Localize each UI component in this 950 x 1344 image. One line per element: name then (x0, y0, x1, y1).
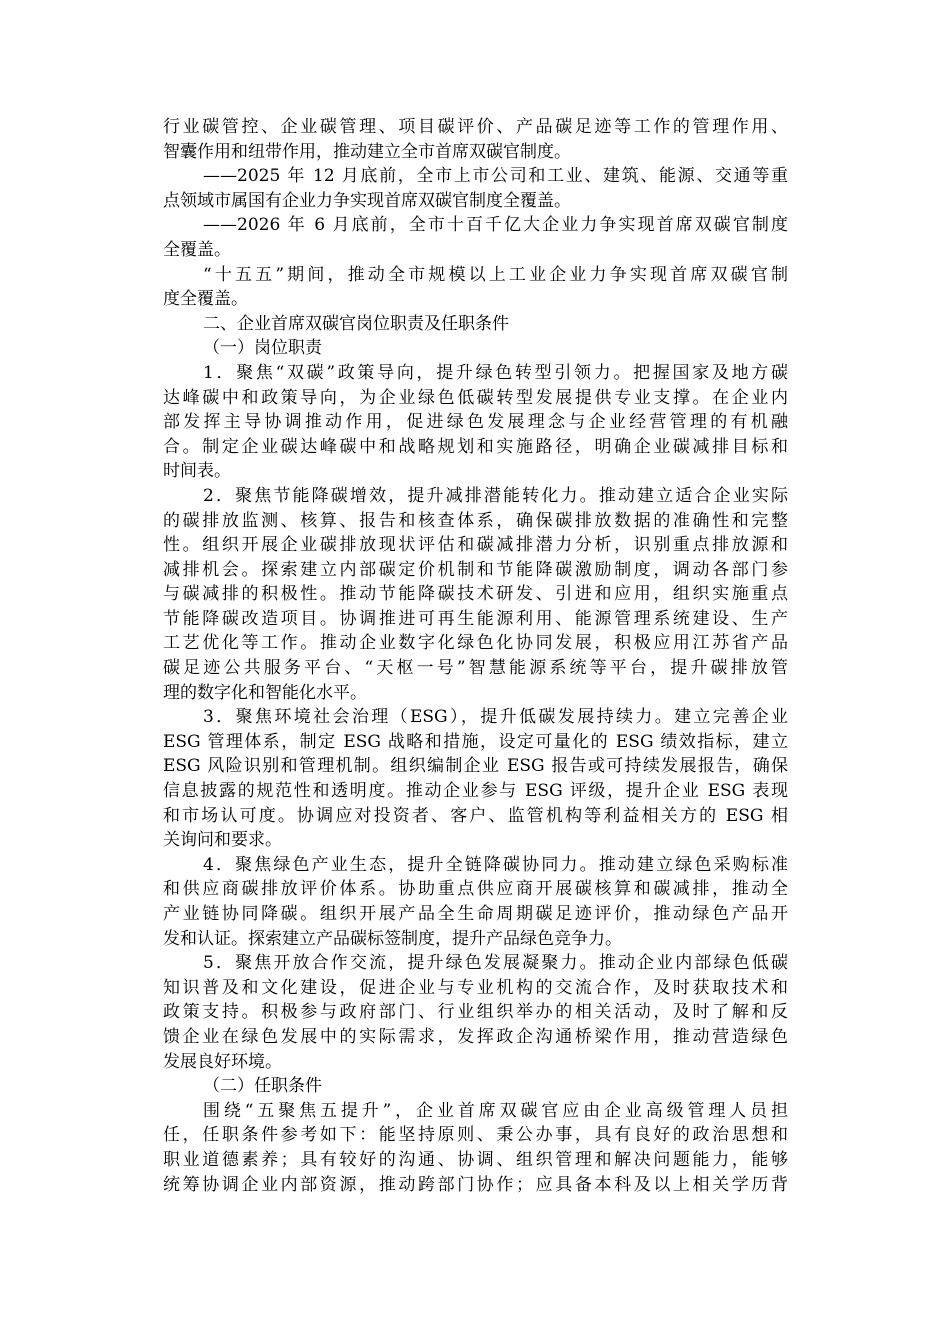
subsection-heading: （一）岗位职责 (203, 338, 322, 359)
document-body (163, 115, 788, 1197)
text-line: 发展良好环境。 (163, 1051, 282, 1072)
text-line: 节能降碳改造项目。协调推进可再生能源利用、能源管理系统建设、生产 (163, 608, 788, 629)
text-line: 4．聚焦绿色产业生态，提升全链降碳协同力。推动建立绿色采购标准 (203, 854, 788, 875)
section-heading: 二、企业首席双碳官岗位职责及任职条件 (203, 313, 509, 334)
text-line: 全覆盖。 (163, 239, 231, 260)
text-line: 知识普及和文化建设，促进企业与专业机构的交流合作，及时获取技术和 (163, 977, 788, 998)
text-line: 产业链协同降碳。组织开展产品全生命周期碳足迹评价，推动绿色产品开 (163, 904, 788, 924)
text-line: 2．聚焦节能降碳增效，提升减排潜能转化力。推动建立适合企业实际 (203, 485, 788, 506)
text-line: 行业碳管控、企业碳管理、项目碳评价、产品碳足迹等工作的管理作用、 (163, 117, 788, 137)
text-line: 部发挥主导协调推动作用，促进绿色发展理念与企业经营管理的有机融 (163, 412, 788, 433)
text-line: 智囊作用和纽带作用，推动建立全市首席双碳官制度。 (163, 141, 571, 162)
text-line: 和市场认可度。协调应对投资者、客户、监管机构等利益相关方的 ESG 相 (163, 805, 788, 826)
text-line: 度全覆盖。 (163, 289, 248, 310)
text-line: 统筹协调企业内部资源，推动跨部门协作；应具备本科及以上相关学历背 (163, 1174, 788, 1195)
text-line: ——2025 年 12 月底前，全市上市公司和工业、建筑、能源、交通等重 (203, 166, 788, 187)
text-line: 合。制定企业碳达峰碳中和战略规划和实施路径，明确企业碳减排目标和 (163, 436, 788, 457)
text-line: 发和认证。探索建立产品碳标签制度，提升产品绿色竞争力。 (163, 928, 622, 949)
text-line: 1．聚焦“双碳”政策导向，提升绿色转型引领力。把握国家及地方碳 (203, 362, 788, 383)
text-line: 5．聚焦开放合作交流，提升绿色发展凝聚力。推动企业内部绿色低碳 (203, 953, 788, 974)
text-line: 达峰碳中和政策导向，为企业绿色低碳转型发展提供专业支撑。在企业内 (163, 387, 788, 408)
text-line: 职业道德素养；具有较好的沟通、协调、组织管理和解决问题能力，能够 (163, 1149, 788, 1170)
text-line: 性。组织开展企业碳排放现状评估和碳减排潜力分析，识别重点排放源和 (163, 535, 788, 556)
text-line: 点领域市属国有企业力争实现首席双碳官制度全覆盖。 (163, 190, 571, 211)
text-line: 碳足迹公共服务平台、“天枢一号”智慧能源系统等平台，提升碳排放管 (163, 658, 788, 679)
text-line: 3．聚焦环境社会治理（ESG），提升低碳发展持续力。建立完善企业 (203, 707, 788, 728)
text-line: 理的数字化和智能化水平。 (163, 682, 367, 703)
text-line: 和供应商碳排放评价体系。协助重点供应商开展碳核算和碳减排，推动全 (163, 879, 788, 900)
text-line: ——2026 年 6 月底前，全市十百千亿大企业力争实现首席双碳官制度 (203, 215, 788, 236)
text-line: “十五五”期间，推动全市规模以上工业企业力争实现首席双碳官制 (203, 264, 788, 285)
text-line: 的碳排放监测、核算、报告和核查体系，确保碳排放数据的准确性和完整 (163, 510, 788, 531)
text-line: 政策支持。积极参与政府部门、行业组织举办的相关活动，及时了解和反 (163, 1002, 788, 1023)
text-line: 与碳减排的积极性。推动节能降碳技术研发、引进和应用，组织实施重点 (163, 584, 788, 605)
text-line: 时间表。 (163, 461, 231, 482)
text-line: 任，任职条件参考如下：能坚持原则、秉公办事，具有良好的政治思想和 (163, 1125, 788, 1146)
subsection-heading: （二）任职条件 (203, 1076, 322, 1097)
text-line: 关询问和要求。 (163, 830, 282, 851)
text-line: 围绕“五聚焦五提升”，企业首席双碳官应由企业高级管理人员担 (203, 1100, 788, 1121)
text-line: 信息披露的规范性和透明度。推动企业参与 ESG 评级，提升企业 ESG 表现 (163, 781, 788, 802)
text-line: 减排机会。探索建立内部碳定价机制和节能降碳激励制度，调动各部门参 (163, 559, 788, 580)
text-line: ESG 风险识别和管理机制。组织编制企业 ESG 报告或可持续发展报告，确保 (163, 756, 788, 777)
text-line: ESG 管理体系，制定 ESG 战略和措施，设定可量化的 ESG 绩效指标，建立 (163, 731, 788, 752)
text-line: 工艺优化等工作。推动企业数字化绿色化协同发展，积极应用江苏省产品 (163, 633, 788, 654)
text-line: 馈企业在绿色发展中的实际需求，发挥政企沟通桥梁作用，推动营造绿色 (163, 1026, 788, 1047)
